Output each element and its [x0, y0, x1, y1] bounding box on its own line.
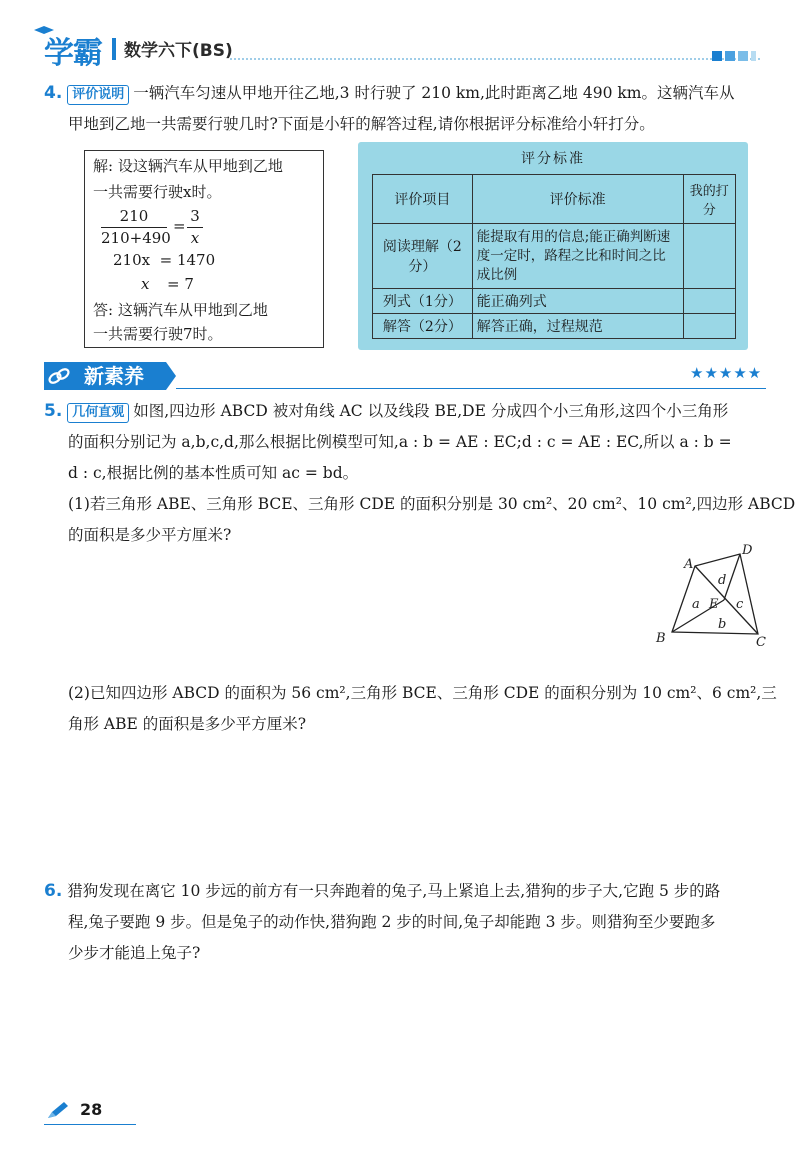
rubric-item: 解答（2分）	[373, 314, 473, 339]
vertex-label-b: B	[656, 631, 666, 646]
fraction2-bar	[187, 227, 203, 228]
q6-line3: 少步才能追上兔子?	[68, 944, 201, 962]
q4-line2: 甲地到乙地一共需要行驶几时?下面是小轩的解答过程,请你根据评分标准给小轩打分。	[68, 115, 655, 133]
rubric-panel	[358, 142, 748, 350]
table-row	[373, 314, 736, 339]
vertex-label-c: C	[756, 635, 766, 650]
q5-line2: 的面积分别记为 a,b,c,d,那么根据比例模型可知,a : b = AE : EC;d : c = AE : EC,所以 a : b =	[68, 433, 732, 451]
link-chain-icon	[48, 366, 70, 386]
difficulty-stars: ★★★★★	[690, 364, 763, 382]
rubric-item: 列式（1分）	[373, 289, 473, 314]
solution-box	[84, 150, 324, 348]
vertex-label-a: A	[684, 557, 694, 572]
q5-part1-line2: 的面积是多少平方厘米?	[68, 526, 232, 544]
q4-number: 4.	[44, 83, 63, 103]
solution-line1: 解: 设这辆汽车从甲地到乙地	[93, 157, 283, 175]
table-row	[373, 289, 736, 314]
q6-line2: 程,兔子要跑 9 步。但是兔子的动作快,猎狗跑 2 步的时间,兔子却能跑 3 步。则猎狗至少要跑多	[68, 913, 716, 931]
q5-part1-line1: (1)若三角形 ABE、三角形 BCE、三角形 CDE 的面积分别是 30 cm²、20 cm²、10 cm²,四边形 ABCD	[68, 495, 796, 513]
q5-part2-line2: 角形 ABE 的面积是多少平方厘米?	[68, 715, 307, 733]
region-label-a: a	[692, 597, 700, 612]
point-label-e: E	[709, 597, 719, 612]
region-label-c: c	[736, 597, 744, 612]
solution-line5-lhs: x	[141, 275, 150, 293]
rubric-score-cell[interactable]	[683, 314, 735, 339]
fraction1-bar	[101, 227, 167, 228]
rubric-item: 阅读理解（2分）	[373, 224, 473, 289]
header-decoration	[712, 46, 759, 65]
book-title: 数学六下(BS)	[124, 41, 233, 61]
rubric-criteria: 能提取有用的信息;能正确判断速度一定时，路程之比和时间之比成比例	[472, 224, 683, 289]
rubric-header-criteria: 评价标准	[472, 175, 683, 224]
q5-text	[44, 396, 796, 551]
q4-text	[44, 78, 764, 140]
fraction2-numerator: 3	[190, 207, 200, 225]
section-divider	[176, 388, 766, 389]
solution-line7: 一共需要行驶7时。	[93, 325, 223, 343]
page-number: 28	[80, 1100, 103, 1119]
solution-line4: 210x = 1470	[113, 251, 216, 269]
rubric-header-item: 评价项目	[373, 175, 473, 224]
rubric-score-cell[interactable]	[683, 289, 735, 314]
footer-line	[44, 1124, 136, 1125]
q5-part2	[44, 678, 777, 740]
logo-divider	[112, 38, 116, 60]
fraction1-numerator: 210	[119, 207, 149, 225]
section-title: 新素养	[84, 364, 144, 388]
q6-line1: 猎狗发现在离它 10 步远的前方有一只奔跑着的兔子,马上紧追上去,猎狗的步子大,它跑 5 步的路	[67, 882, 721, 900]
brand-logo: 学霸	[44, 36, 102, 71]
rubric-criteria: 解答正确，过程规范	[472, 314, 683, 339]
q4-line1: 一辆汽车匀速从甲地开往乙地,3 时行驶了 210 km,此时距离乙地 490 km。这辆汽车从	[133, 84, 735, 102]
q5-tag: 几何直观	[67, 403, 129, 423]
solution-line5-rhs: = 7	[167, 275, 194, 293]
rubric-title: 评分标准	[521, 151, 585, 167]
header-dotted-line	[230, 58, 760, 60]
rubric-criteria: 能正确列式	[472, 289, 683, 314]
q6-text	[44, 876, 768, 969]
fraction1-denominator: 210+490	[101, 229, 171, 247]
rubric-header-score: 我的打分	[683, 175, 735, 224]
solution-line2: 一共需要行驶x时。	[93, 183, 222, 201]
fraction2-denominator: x	[190, 229, 200, 247]
pencil-icon	[46, 1100, 70, 1120]
rubric-table	[372, 174, 736, 339]
q4-tag: 评价说明	[67, 85, 129, 105]
q5-part2-line1: (2)已知四边形 ABCD 的面积为 56 cm²,三角形 BCE、三角形 CDE 的面积分别为 10 cm²、6 cm²,三	[68, 684, 777, 702]
vertex-label-d: D	[742, 543, 753, 558]
q5-line3: d : c,根据比例的基本性质可知 ac = bd。	[68, 464, 359, 482]
table-row	[373, 224, 736, 289]
rubric-header-row	[373, 175, 736, 224]
q5-number: 5.	[44, 401, 63, 421]
q5-line1: 如图,四边形 ABCD 被对角线 AC 以及线段 BE,DE 分成四个小三角形,这四个小三角形	[133, 402, 729, 420]
region-label-d: d	[718, 573, 727, 588]
banner-tail	[166, 362, 176, 390]
quadrilateral-figure	[650, 540, 770, 650]
rubric-score-cell[interactable]	[683, 224, 735, 289]
solution-line6: 答: 这辆汽车从甲地到乙地	[93, 301, 268, 319]
fraction-equals: =	[173, 217, 186, 235]
q6-number: 6.	[44, 881, 63, 901]
region-label-b: b	[718, 617, 727, 632]
